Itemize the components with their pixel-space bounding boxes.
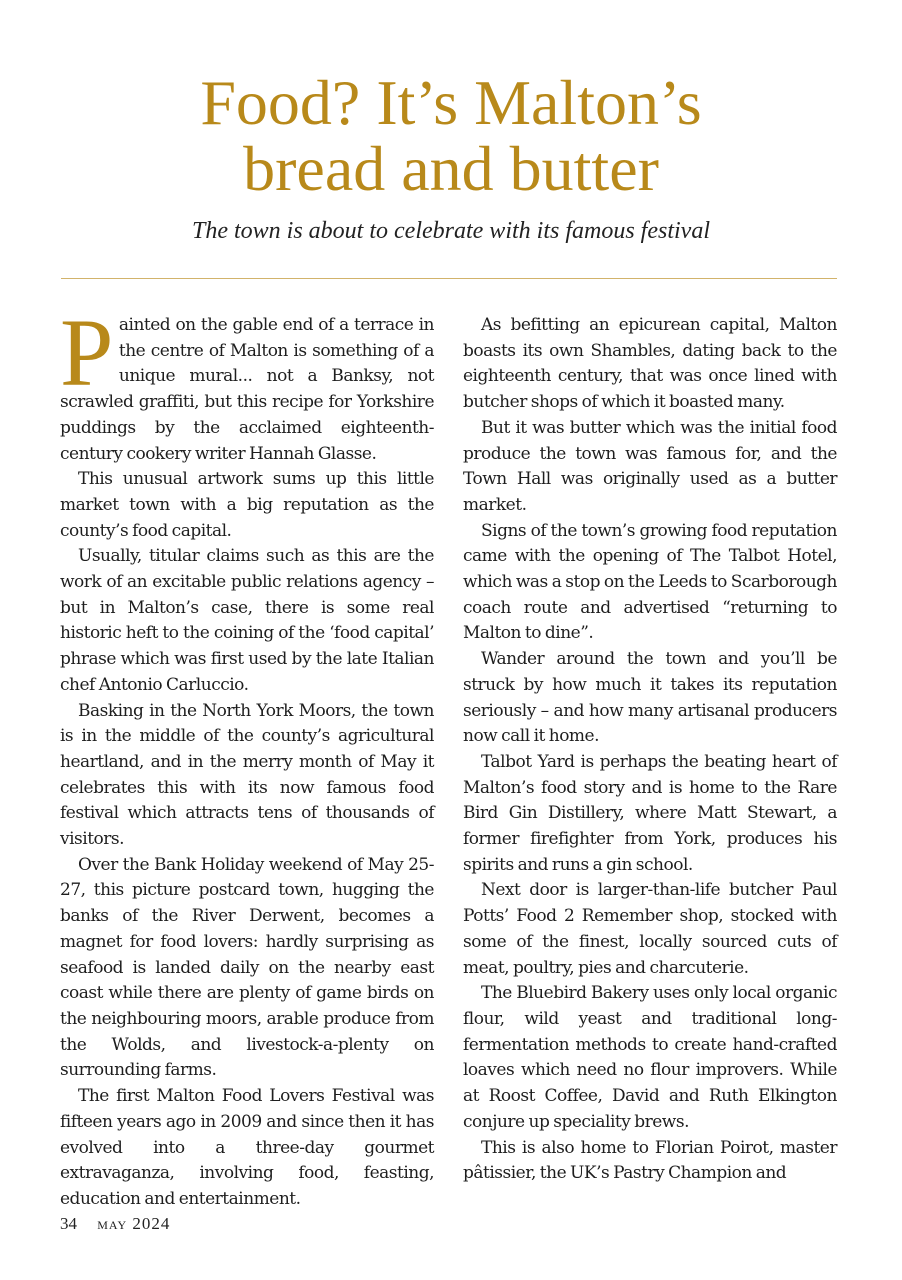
- body-paragraph: Painted on the gable end of a terrace in the centre of Malton is something of a unique mural... not a Banksy, not scrawled graffiti, but this recipe for Yorkshire puddings by the acclaimed eighteenth-century cookery writer Hannah Glasse.: [60, 299, 434, 464]
- body-paragraph: As befitting an epicurean capital, Malton boasts its own Shambles, dating back to the eighteenth century, that was once lined with butcher shops of which it boasted many.: [463, 315, 837, 413]
- body-paragraph: This is also home to Florian Poirot, master pâtissier, the UK’s Pastry Champion and: [463, 1137, 837, 1184]
- body-paragraph: Usually, titular claims such as this are the work of an excitable public relations agency – but in Malton’s case, there is some real historic heft to the coining of the ‘food capital’ phrase which was first used by the late Italian chef Antonio Carluccio.: [60, 546, 434, 695]
- body-paragraph: Signs of the town’s growing food reputation came with the opening of The Talbot Hotel, which was a stop on the Leeds to Scarborough coach route and advertised “returning to Malton to dine”.: [463, 520, 837, 644]
- body-paragraph: Over the Bank Holiday weekend of May 25-27, this picture postcard town, hugging the banks of the River Derwent, becomes a magnet for food lovers: hardly surprising as seafood is landed daily on the nearby east coast while there are plenty of game birds on the neighbouring moors, arable produce from the Wolds, and livestock-a-plenty on surrounding farms.: [60, 854, 434, 1081]
- headline-line-2: bread and butter: [243, 133, 659, 204]
- body-paragraph: The Bluebird Bakery uses only local organic flour, wild yeast and traditional long-fermentation methods to create hand-crafted loaves which need no flour improvers. While at Roost Coffee, David and Ruth Elkington conjure up speciality brews.: [463, 983, 837, 1132]
- body-column-right: [463, 313, 837, 1187]
- headline: [0, 67, 902, 204]
- body-paragraph: The first Malton Food Lovers Festival was fifteen years ago in 2009 and since then it has evolved into a three-day gourmet extravaganza, involving food, feasting, education and entertainment.: [60, 1086, 434, 1209]
- standfirst: The town is about to celebrate with its famous festival: [192, 218, 710, 244]
- body-column-left: [60, 299, 434, 1213]
- divider-rule: [61, 278, 837, 279]
- drop-cap: P: [60, 299, 113, 406]
- body-paragraph: Talbot Yard is perhaps the beating heart of Malton’s food story and is home to the Rare Bird Gin Distillery, where Matt Stewart, a former firefighter from York, produces his spirits and runs a gin school.: [463, 751, 837, 875]
- issue-date: may 2024: [97, 1214, 171, 1233]
- page-number: 34: [60, 1214, 77, 1233]
- body-paragraph: But it was butter which was the initial food produce the town was famous for, and the Town Hall was originally used as a butter market.: [463, 417, 837, 515]
- body-paragraph: Wander around the town and you’ll be struck by how much it takes its reputation seriously – and how many artisanal producers now call it home.: [463, 649, 837, 747]
- body-paragraph: Basking in the North York Moors, the town is in the middle of the county’s agricultural heartland, and in the merry month of May it celebrates this with its now famous food festival which attracts tens of thousands of visitors.: [60, 700, 434, 850]
- body-paragraph: Next door is larger-than-life butcher Paul Potts’ Food 2 Remember shop, stocked with some of the finest, locally sourced cuts of meat, poultry, pies and charcuterie.: [463, 880, 837, 978]
- body-paragraph: This unusual artwork sums up this little market town with a big reputation as the county’s food capital.: [60, 469, 434, 541]
- headline-line-1: Food? It’s Malton’s: [200, 67, 702, 138]
- page-footer: [60, 1214, 170, 1234]
